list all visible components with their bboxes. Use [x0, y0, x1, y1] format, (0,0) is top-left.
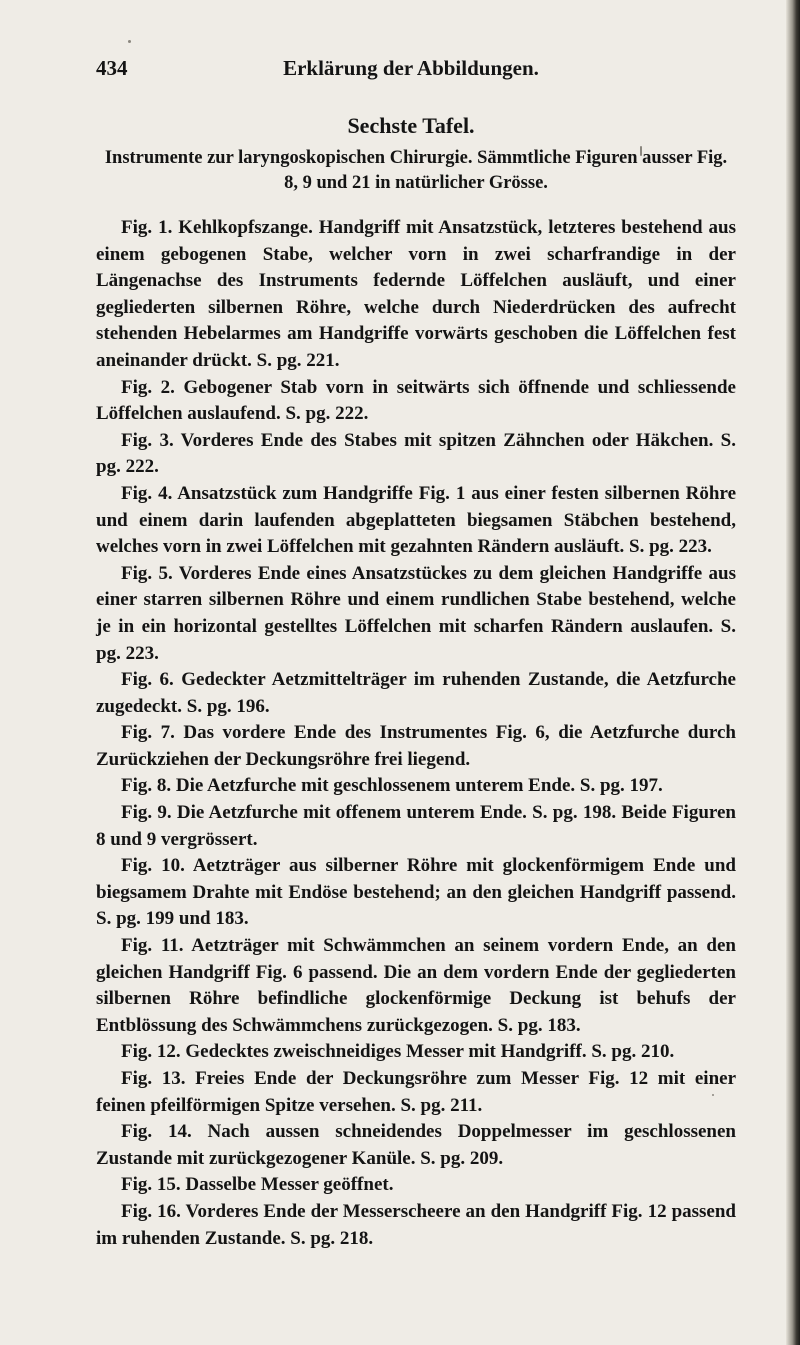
page-binding-edge: [786, 0, 800, 1345]
figure-entry-11: Fig. 11. Aetzträger mit Schwämmchen an seinem vordern Ende, an den gleichen Handgriff Fig. 6 passend. Die an dem vordern Ende der gegliederten silbernen Röhre befindliche glockenförmige Deckung ist behufs der Entblössung des Schwämmchens zurückgezogen. S. pg. 183.: [96, 935, 736, 1036]
figure-entry-2: Fig. 2. Gebogener Stab vorn in seitwärts sich öffnende und schliessende Löffelchen auslaufend. S. pg. 222.: [96, 376, 736, 425]
figure-entry-3: Fig. 3. Vorderes Ende des Stabes mit spitzen Zähnchen oder Häkchen. S. pg. 222.: [96, 429, 736, 478]
figure-entry-16: Fig. 16. Vorderes Ende der Messerscheere an den Handgriff Fig. 12 passend im ruhenden Zustande. S. pg. 218.: [96, 1200, 736, 1249]
running-head: Erklärung der Abbildungen.: [283, 56, 539, 80]
figure-entry-6: Fig. 6. Gedeckter Aetzmittelträger im ruhenden Zustande, die Aetzfurche zugedeckt. S. pg. 196.: [96, 669, 736, 717]
section-title: Sechste Tafel.: [347, 113, 475, 138]
page-header: [96, 56, 726, 82]
figure-entry-13: Fig. 13. Freies Ende der Deckungsröhre zum Messer Fig. 12 mit einer feinen pfeilförmigen Spitze versehen. S. pg. 211.: [96, 1068, 736, 1116]
page-number: 434: [96, 56, 128, 80]
figure-entry-4: Fig. 4. Ansatzstück zum Handgriffe Fig. 1 aus einer festen silbernen Röhre und einem darin laufenden abgeplatteten biegsamen Stäbchen bestehend, welches vorn in zwei Löffelchen mit gezahnten Rändern ausläuft. S. pg. 223.: [96, 482, 736, 558]
figure-entry-7: Fig. 7. Das vordere Ende des Instrumentes Fig. 6, die Aetzfurche durch Zurückziehen der Deckungsröhre frei liegend.: [96, 722, 736, 770]
figure-entry-12: Fig. 12. Gedecktes zweischneidiges Messer mit Handgriff. S. pg. 210.: [121, 1041, 675, 1063]
figure-entry-1: Fig. 1. Kehlkopfszange. Handgriff mit Ansatzstück, letzteres bestehend aus einem gebogenen Stabe, welcher vorn in zwei scharfrandige in der Längenachse des Instruments federnde Löffelchen ausläuft, und einer gegliederten silbernen Röhre, welche durch Niederdrücken des aufrecht stehenden Hebelarmes am Handgriffe vorwärts geschoben die Löffelchen fest aneinander drückt. S. pg. 221.: [96, 217, 736, 371]
figure-entry-9: Fig. 9. Die Aetzfurche mit offenem unterem Ende. S. pg. 198. Beide Figuren 8 und 9 vergrössert.: [96, 802, 736, 850]
figure-entry-5: Fig. 5. Vorderes Ende eines Ansatzstückes zu dem gleichen Handgriffe aus einer starren silbernen Röhre und einem rundlichen Stabe bestehend, welche je in ein horizontal gestelltes Löffelchen mit scharfen Rändern auslaufen. S. pg. 223.: [96, 562, 736, 664]
figure-entry-15: Fig. 15. Dasselbe Messer geöffnet.: [121, 1174, 394, 1196]
print-speck: [128, 40, 131, 43]
figure-entry-14: Fig. 14. Nach aussen schneidendes Doppelmesser im geschlossenen Zustande mit zurückgezogener Kanüle. S. pg. 209.: [96, 1121, 736, 1169]
section-subtitle: Instrumente zur laryngoskopischen Chirurgie. Sämmtliche Figuren ausser Fig. 8, 9 und 21 in natürlicher Grösse.: [104, 148, 728, 193]
figure-entry-8: Fig. 8. Die Aetzfurche mit geschlossenem unterem Ende. S. pg. 197.: [121, 775, 663, 797]
figure-entry-10: Fig. 10. Aetzträger aus silberner Röhre mit glockenförmigem Ende und biegsamem Drahte mit Endöse bestehend; an den gleichen Handgriff passend. S. pg. 199 und 183.: [96, 855, 736, 930]
figure-descriptions: [96, 215, 736, 1252]
